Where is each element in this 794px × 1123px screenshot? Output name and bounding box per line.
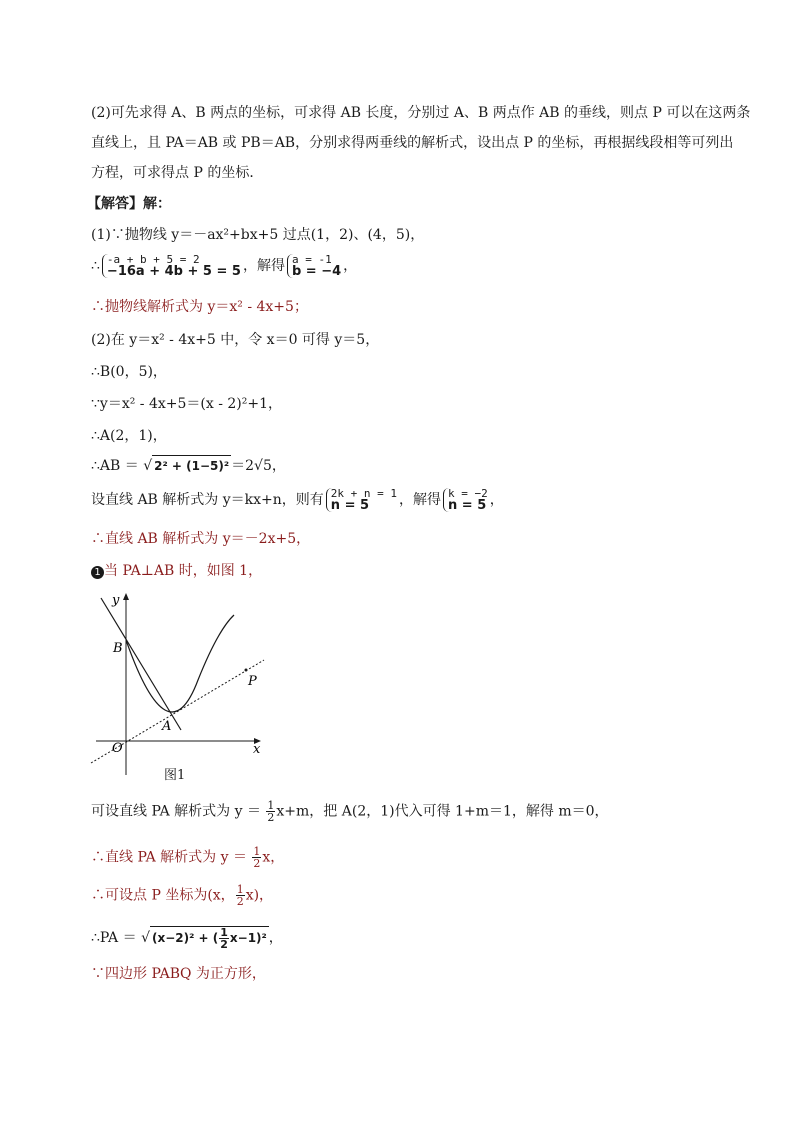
step-11 [91, 561, 262, 581]
step-5: ∴B(0，5)， [91, 364, 167, 380]
y-axis-label: y [112, 593, 120, 608]
step-10: ∴直线 AB 解析式为 y＝－2x+5， [91, 531, 311, 547]
step-8-prefix: ∴AB ＝ [91, 458, 144, 474]
step-15: ∴PA ＝ √ (x−2)² + ( $\frac{1}{2}$ x−1)² ， [91, 926, 283, 951]
step-11-text: 当 PA⊥AB 时，如图 1， [104, 563, 263, 579]
x-axis-label: x [253, 742, 261, 757]
step-3: ∴抛物线解析式为 y＝x² - 4x+5； [91, 299, 308, 315]
line-system-row-1: 2k + n = 1 [330, 487, 398, 500]
step-15-prefix: ∴PA ＝ [91, 930, 142, 946]
step-6: ∵y＝x² - 4x+5＝(x - 2)²+1， [91, 396, 283, 412]
step-14-prefix: ∴可设点 P 坐标为(x， [91, 887, 235, 904]
line-solution [443, 488, 488, 512]
solution-system [287, 254, 341, 278]
line-solution-row-2: n = 5 [448, 498, 487, 513]
step-7: ∴A(2，1)， [91, 428, 167, 444]
step-12-prefix: 可设直线 PA 解析式为 y ＝ [91, 803, 266, 820]
step-12 [91, 800, 609, 823]
solution-row-2: b = −4 [291, 264, 342, 279]
step-13-suffix: x， [262, 849, 285, 866]
step-9-mid: ，解得 [399, 492, 442, 508]
step-2-system [91, 254, 357, 278]
solution-row-1: a = -1 [291, 253, 332, 266]
analysis-line-2: 直线上，且 PA＝AB 或 PB＝AB，分别求得两垂线的解析式，设出点 P 的坐标，再根据线段相等可列出 [91, 135, 734, 151]
step-8: ∴AB ＝ √ 2² + (1−5)² ＝2√5， [91, 455, 286, 476]
line-solution-row-1: k = −2 [448, 487, 488, 500]
equation-system [102, 254, 241, 278]
point-b-label: B [113, 641, 123, 656]
line-ab [101, 598, 181, 730]
line-system [326, 488, 397, 512]
figure-1-graph [88, 590, 273, 790]
answer-header: 【解答】解： [87, 196, 171, 212]
pa-root-expression: (x−2)² + ( $\frac{1}{2}$ x−1)² [151, 926, 267, 951]
step-9 [91, 488, 504, 512]
origin-label: O [112, 741, 123, 756]
step-4: (2)在 y＝x² - 4x+5 中，令 x＝0 可得 y＝5， [91, 332, 380, 348]
root-expression: 2² + (1−5)² [152, 455, 231, 476]
step-14-suffix: x)， [245, 887, 274, 904]
step-13 [91, 846, 284, 869]
fraction-half: $\frac{1}{2}$ [220, 926, 228, 951]
parabola-curve [126, 615, 234, 712]
figure-caption: 图1 [164, 768, 186, 783]
analysis-line-3: 方程，可求得点 P 的坐标． [91, 165, 264, 181]
step-8-suffix: ＝2√5， [231, 458, 286, 474]
case-number-badge: 1 [91, 566, 104, 579]
point-p-dot [245, 669, 248, 672]
step-2-mid: ，解得 [242, 258, 285, 274]
step-16: ∵四边形 PABQ 为正方形， [91, 966, 266, 982]
point-a-label: A [162, 719, 172, 734]
system-row-2: −16a + 4b + 5 = 5 [106, 264, 241, 279]
point-p-label: P [248, 674, 257, 689]
fraction-half: $\frac{1}{2}$ [236, 883, 244, 908]
step-15-suffix: ， [268, 930, 283, 946]
step-1: (1)∵抛物线 y＝－ax²+bx+5 过点(1，2)、(4，5)， [91, 227, 425, 243]
line-system-row-2: n = 5 [330, 498, 370, 513]
fraction-half: $\frac{1}{2}$ [267, 799, 275, 824]
step-14 [91, 884, 273, 907]
step-9-suffix: ， [489, 492, 504, 508]
step-2-suffix: ， [343, 258, 358, 274]
system-row-1: -a + b + 5 = 2 [106, 253, 200, 266]
step-13-prefix: ∴直线 PA 解析式为 y ＝ [91, 849, 252, 866]
step-12-suffix: x+m，把 A(2，1)代入可得 1+m＝1，解得 m＝0， [276, 803, 609, 820]
step-2-prefix: ∴ [91, 258, 100, 274]
analysis-line-1: (2)可先求得 A、B 两点的坐标，可求得 AB 长度，分别过 A、B 两点作 AB 的垂线，则点 P 可以在这两条 [91, 105, 751, 121]
fraction-half: $\frac{1}{2}$ [253, 845, 261, 870]
step-9-prefix: 设直线 AB 解析式为 y＝kx+n，则有 [91, 492, 324, 508]
y-axis-arrow-icon [123, 593, 129, 600]
